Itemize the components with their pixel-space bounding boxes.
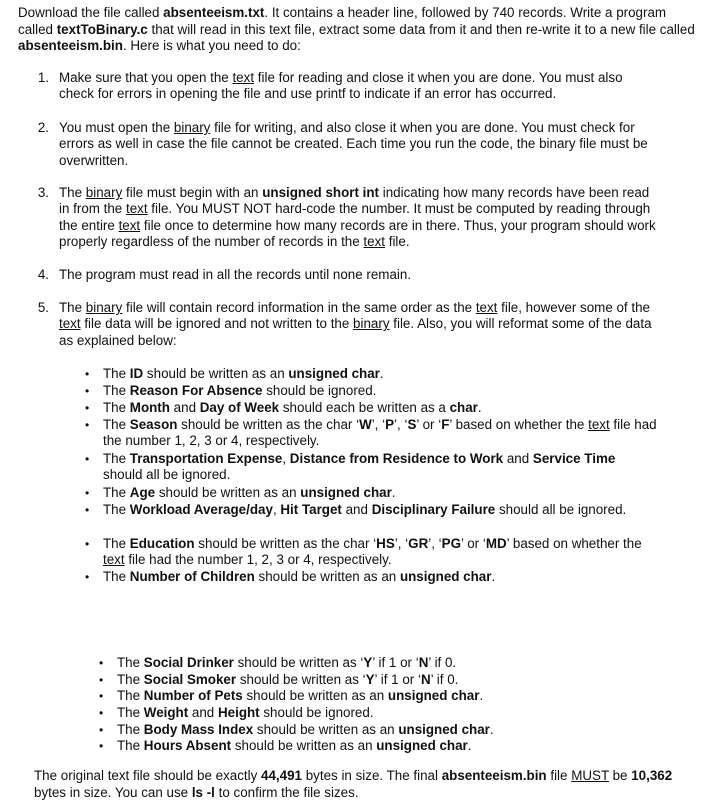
bullet-dot: • bbox=[99, 739, 104, 753]
bullet-dot: • bbox=[85, 486, 90, 500]
bullet-dot: • bbox=[85, 537, 90, 551]
step-number: 1. bbox=[37, 70, 49, 85]
step-number: 5. bbox=[37, 300, 49, 315]
bullet-item-smoker: The Social Smoker should be written as ‘Y’ if 1 or ‘N’ if 0. bbox=[117, 672, 459, 687]
bullet-item-education: The Education should be written as the char ‘HS’, ‘GR’, ‘PG’ or ‘MD’ based on whether the text file had the number 1, 2, 3 or 4, respectively. bbox=[103, 536, 642, 568]
bullet-dot: • bbox=[85, 384, 90, 398]
bullet-item-weight: The Weight and Height should be ignored. bbox=[117, 705, 374, 720]
bullet-item-transportation: The Transportation Expense, Distance from Residence to Work and Service Time should all be ignored. bbox=[103, 451, 616, 483]
bullet-dot: • bbox=[85, 503, 90, 517]
bullet-dot: • bbox=[99, 673, 104, 687]
step-number: 3. bbox=[37, 185, 49, 200]
bullet-item-reason: The Reason For Absence should be ignored. bbox=[103, 383, 377, 398]
bullet-dot: • bbox=[99, 656, 104, 670]
bullet-dot: • bbox=[85, 418, 90, 432]
bullet-dot: • bbox=[85, 401, 90, 415]
step-4-text: The program must read in all the records until none remain. bbox=[59, 267, 412, 282]
bullet-item-bmi: The Body Mass Index should be written as an unsigned char. bbox=[117, 722, 494, 737]
bullet-item-age: The Age should be written as an unsigned char. bbox=[103, 485, 396, 500]
bullet-item-hours: The Hours Absent should be written as an unsigned char. bbox=[117, 738, 472, 753]
step-5-text: The binary file will contain record information in the same order as the text file, however some of the text file data will be ignored and not written to the binary file. Also, you will reformat some of the data as explained below: bbox=[59, 300, 652, 348]
step-1-text: Make sure that you open the text file for reading and close it when you are done. You must also check for errors in opening the file and use printf to indicate if an error has occurred. bbox=[59, 70, 623, 102]
bullet-dot: • bbox=[85, 367, 90, 381]
bullet-item-season: The Season should be written as the char ‘W’, ‘P’, ‘S’ or ‘F’ based on whether the text file had the number 1, 2, 3 or 4, respectively. bbox=[103, 417, 657, 449]
bullet-dot: • bbox=[99, 706, 104, 720]
bullet-dot: • bbox=[85, 452, 90, 466]
bullet-dot: • bbox=[99, 689, 104, 703]
bullet-item-month: The Month and Day of Week should each be written as a char. bbox=[103, 400, 482, 415]
bullet-item-drinker: The Social Drinker should be written as ‘Y’ if 1 or ‘N’ if 0. bbox=[117, 655, 457, 670]
intro-paragraph: Download the file called absenteeism.txt. It contains a header line, followed by 740 records. Write a program called textToBinary.c that will read in this text file, extract some data from it and then re-write it to a new file called absenteeism.bin. Here is what you need to do: bbox=[18, 5, 695, 54]
bullet-dot: • bbox=[99, 723, 104, 737]
step-2-text: You must open the binary file for writing, and also close it when you are done. You must check for errors as well in case the file cannot be created. Each time you run the code, the binary file must be overwritten. bbox=[59, 120, 648, 168]
outro-paragraph: The original text file should be exactly 44,491 bytes in size. The final absenteeism.bin file MUST be 10,362 bytes in size. You can use ls -l to confirm the file sizes. bbox=[34, 768, 673, 800]
bullet-dot: • bbox=[85, 570, 90, 584]
bullet-item-id: The ID should be written as an unsigned char. bbox=[103, 366, 384, 381]
step-number: 4. bbox=[37, 267, 49, 282]
bullet-item-pets: The Number of Pets should be written as an unsigned char. bbox=[117, 688, 484, 703]
bullet-item-workload: The Workload Average/day, Hit Target and Disciplinary Failure should all be ignored. bbox=[103, 502, 627, 517]
bullet-item-children: The Number of Children should be written as an unsigned char. bbox=[103, 569, 496, 584]
step-3-text: The binary file must begin with an unsigned short int indicating how many records have been read in from the text file. You MUST NOT hard-code the number. It must be computed by reading through the entire text file once to determine how many records are in there. Thus, your program should work properly regardless of the number of records in the text file. bbox=[59, 185, 656, 250]
step-number: 2. bbox=[37, 120, 49, 135]
